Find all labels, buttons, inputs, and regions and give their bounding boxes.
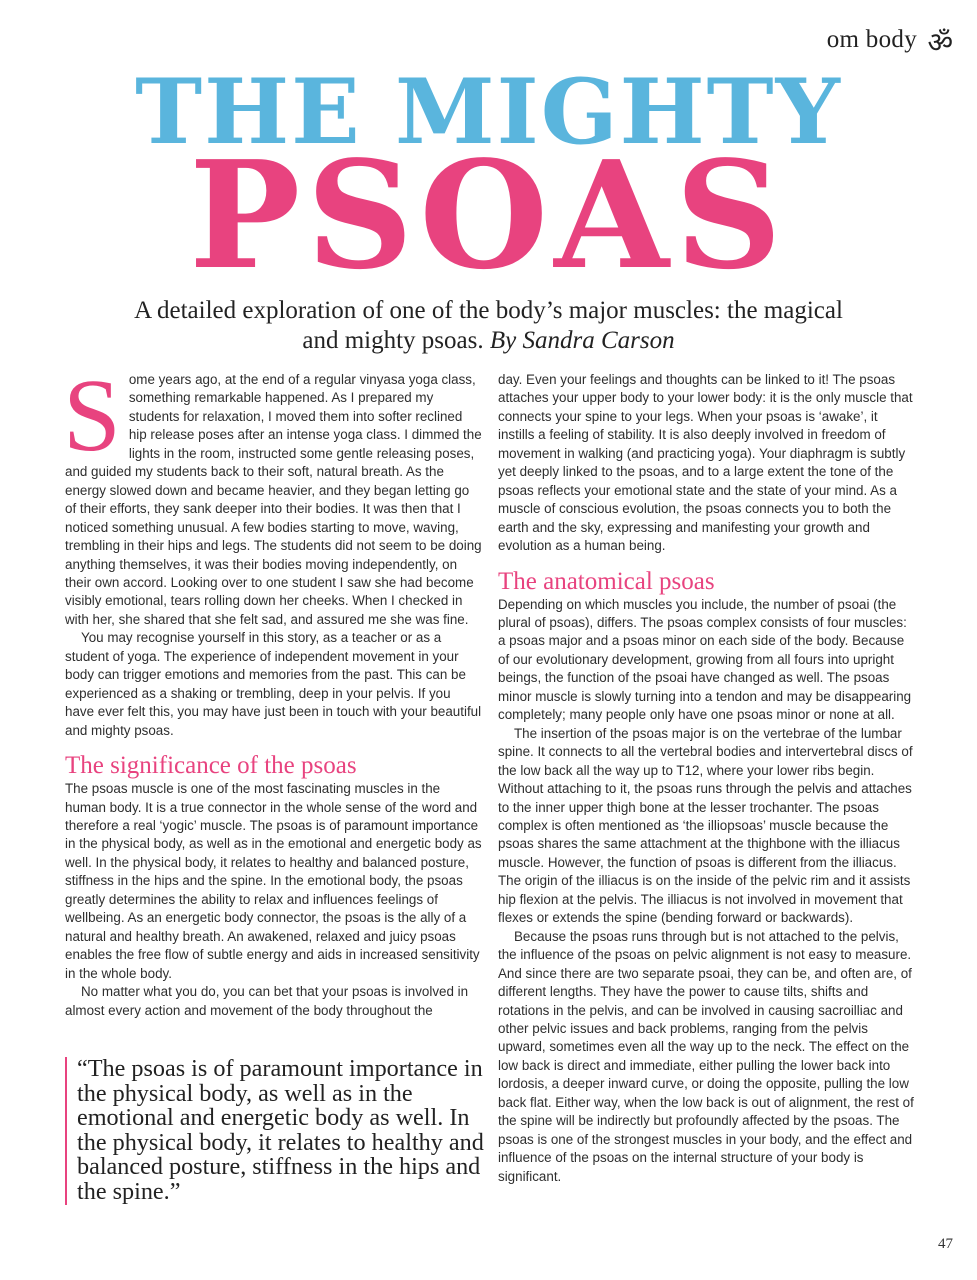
anatomical-paragraph-3: Because the psoas runs through but is not attached to the pelvis, the influence of the psoas on pelvic alignment is not easy to measure. And since there are two separate psoai, they can be, and often are, of different lengths. They have the power to cause tilts, shifts and rotations in the pelvis, and can be involved in causing sacroilliac and other pelvic issues and back problems, ranging from the pelvis upward, sometimes even all the way up to the neck. The effect on the low back is direct and immediate, either pulling the lower back into lordosis, a deeper inward curve, or doing the opposite, pulling the low back flat. Either way, when the low back is out of alignment, the rest of the spine will be indirectly but profoundly affected by the psoas. The psoas is one of the strongest muscles in your body, and the effect and influence of the psoas on the internal structure of your body is significant. [498,928,914,1184]
intro-paragraph-1-text: ome years ago, at the end of a regular vinyasa yoga class, something remarkable happened. As I prepared my students for relaxation, I moved them into softer reclined hip release poses after an intense yoga class. I dimmed the lights in the room, instructed some gentle releasing poses, and guided my students back to their soft, natural breath. As the energy slowed down and became heavier, and they began letting go of their efforts, they sank deeper into their bodies. It was then that I noticed something unusual. A few bodies starting to move, waving, trembling in their hips and legs. The students did not seem to be doing anything themselves, it was their bodies moving independently, on their own accord. Looking over to one student I saw she had become visibly emotional, tears rolling down her cheeks. When I checked in with her, she shared that she felt sad, and assured me she was fine. [65,372,482,627]
heading-anatomical: The anatomical psoas [498,567,715,595]
om-symbol-icon: ॐ [927,26,953,59]
standfirst [120,296,857,356]
intro-paragraph-2: You may recognise yourself in this story, as a teacher or as a student of yoga. The experience of independent movement in your body can trigger emotions and memories from the past. This can be experienced as a shaking or trembling, deep in your pelvis. If you have ever felt this, you may have just been in touch with your beautiful and mighty psoas. [65,630,482,738]
byline: By Sandra Carson [489,327,675,354]
anatomical-paragraph-1: Depending on which muscles you include, the number of psoai (the plural of psoas), differs. The psoas complex consists of four muscles: a psoas major and a psoas minor on each side of the body. Because of our evolutionary development, growing from all fours into upright beings, the function of the psoai have changed as well. The psoas minor muscle is slowly turning into a tendon and may be disappearing completely; many people only have one psoas minor or none at all. [498,596,912,723]
continued-paragraph: day. Even your feelings and thoughts can be linked to it! The psoas attaches your upper body to your lower body: it is the only muscle that connects your spine to your legs. When your psoas is ‘awake’, it instills a feeling of stability. It is also deeply involved in freedom of movement in walking (and practicing yoga). Your diaphragm is subtly yet deeply linked to the psoas, and to a large extent the tone of the psoas reflects your emotional state and the state of your mind. As a muscle of conscious evolution, the psoas connects you to both the earth and the sky, expressing and manifesting your growth and evolution as a human being. [498,372,913,554]
intro-paragraph-1 [63,358,483,629]
section-tag: om body [826,26,917,53]
title-line-1: THE MIGHTY [135,59,842,165]
significance-paragraph-2: No matter what you do, you can bet that your psoas is involved in almost every action and movement of the body throughout the [65,984,469,1018]
right-column [498,371,914,1186]
pull-quote: “The psoas is of paramount importance in the physical body, as well as in the emotional and energetic body as well. In the physical body, it relates to healthy and balanced posture, stiffness in the hips and the spine.” [65,1057,502,1205]
heading-significance: The significance of the psoas [65,752,357,780]
page-number: 47 [938,1236,953,1252]
drop-cap: S [63,358,121,473]
anatomical-paragraph-2: The insertion of the psoas major is on the vertebrae of the lumbar spine. It connects to all the vertebral bodies and intervertebral discs of the low back all the way up to T12, where your lower ribs begin. Without attaching to it, the psoas runs through the pelvis and attaches to the inner upper thigh bone at the lesser trochanter. The psoas complex is often mentioned as ‘the illiopsoas’ muscle because the psoas shares the same attachment at the thighbone with the illiacus muscle. However, the function of psoas is different from the illiacus. The origin of the illiacus is on the inside of the pelvic rim and it assists hip flexion at the pelvis. The illiacus is not involved in movement that flexes or extends the spine (bending forward or backwards). [498,725,913,926]
significance-paragraph-1: The psoas muscle is one of the most fascinating muscles in the human body. It is a true connector in the whole sense of the word and therefore a real ‘yogic’ muscle. The psoas is of paramount importance in the physical body, as well as in the emotional and energetic body as well. In the physical body, it relates to healthy and balanced posture, stiffness in the hips and the spine. In the emotional body, the psoas greatly determines the ability to relax and influences feelings of wellbeing. As an energetic body connector, the psoas is the ally of a natural and healthy breath. An awakened, relaxed and juicy psoas enables the free flow of subtle energy and aids in increased sensitivity in the whole body. [65,781,482,981]
title-line-2: PSOAS [189,128,788,302]
standfirst-text: A detailed exploration of one of the body’s major muscles: the magical and mighty psoas. [134,297,843,354]
left-column [63,358,483,1020]
